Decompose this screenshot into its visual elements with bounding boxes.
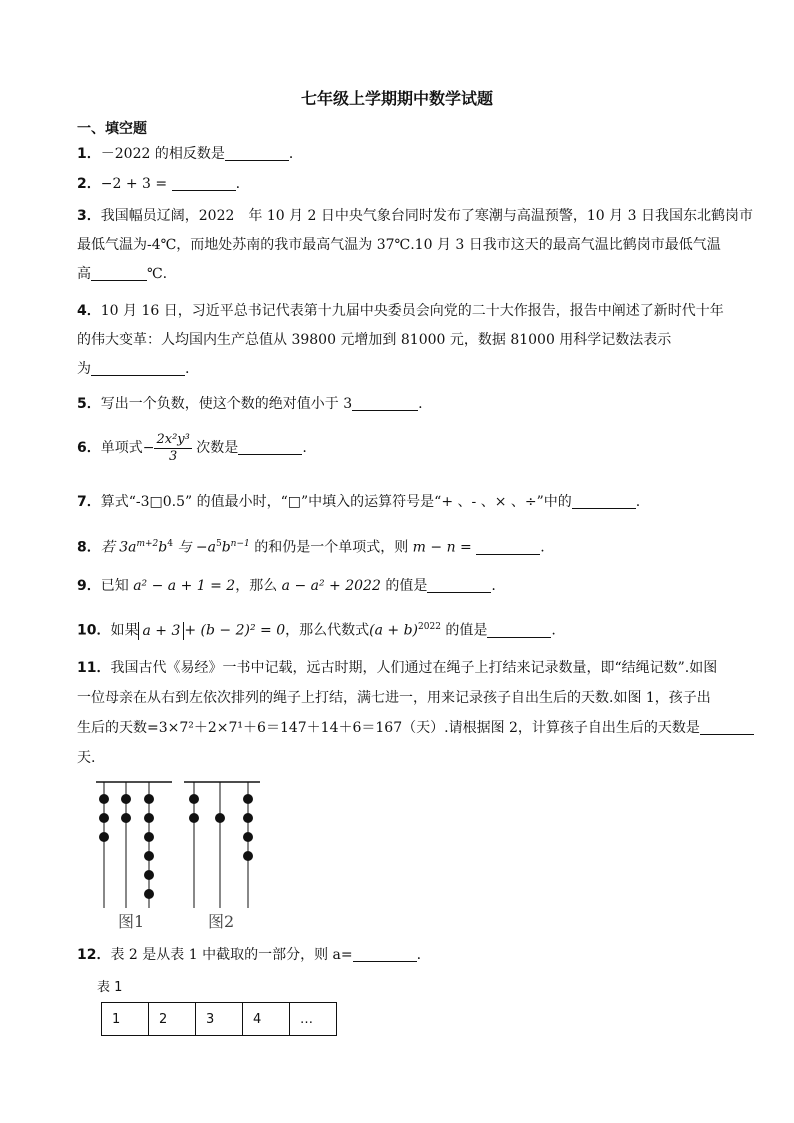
question-9 — [77, 572, 749, 601]
knot — [144, 832, 154, 842]
fraction-numerator: 2x²y³ — [156, 431, 190, 447]
knot — [99, 794, 109, 804]
table-cell: 1 — [102, 1003, 149, 1036]
math-expression: + (b − 2)² = 0 — [184, 622, 286, 639]
answer-blank[interactable] — [700, 718, 754, 735]
question-text: 已知 — [100, 578, 134, 594]
knot — [243, 813, 253, 823]
question-text: ，那么代数式 — [285, 622, 370, 639]
math-expression: a² − a + 1 = 2 — [133, 578, 236, 594]
knot — [144, 813, 154, 823]
math-expression: b — [158, 539, 168, 556]
question-text: 的值是 — [380, 578, 428, 594]
knot — [144, 889, 154, 899]
question-12 — [77, 941, 749, 970]
section-heading: 一、填空题 — [77, 121, 147, 137]
fraction-denominator: 3 — [169, 448, 178, 464]
question-number: 7． — [77, 494, 101, 510]
question-number: 5． — [77, 396, 101, 412]
knot — [215, 813, 225, 823]
answer-blank[interactable] — [427, 576, 491, 593]
absolute-value: a + 3 — [138, 622, 184, 640]
question-text: 单项式 — [100, 440, 143, 456]
question-number: 12． — [77, 947, 111, 963]
question-text: 次数是 — [191, 440, 239, 456]
answer-blank[interactable] — [572, 492, 636, 509]
question-text: 写出一个负数，使这个数的绝对值小于 3 — [100, 396, 353, 412]
question-text: . — [635, 494, 641, 510]
question-7 — [77, 488, 749, 517]
math-expression: 与 −a — [172, 539, 216, 556]
question-text: 最低气温为-4℃，而地处苏南的我市最高气温为 37℃.10 月 3 日我市这天的最高气温比鹤岗市最低气温 — [77, 237, 721, 253]
knot — [99, 813, 109, 823]
question-text: 的和仍是一个单项式，则 — [249, 539, 413, 556]
knot — [189, 794, 199, 804]
question-number: 8． — [77, 539, 101, 556]
question-text: . — [416, 947, 422, 963]
question-number: 2． — [77, 176, 101, 192]
answer-blank[interactable] — [476, 538, 540, 555]
question-3 — [77, 202, 753, 289]
knot — [189, 813, 199, 823]
question-text: ． — [288, 146, 303, 162]
knot — [144, 870, 154, 880]
knot — [144, 794, 154, 804]
question-text: 一位母亲在从右到左依次排列的绳子上打结，满七进一，用来记录孩子自出生后的天数.如图 1，孩子出 — [77, 690, 711, 706]
exponent: n−1 — [230, 539, 250, 549]
question-text: 我国幅员辽阔，2022 年 10 月 2 日中央气象台同时发布了寒潮与高温预警，10 月 3 日我国东北鹤岗市 — [100, 208, 753, 224]
table-cell: 4 — [243, 1003, 290, 1036]
knot — [243, 832, 253, 842]
answer-blank[interactable] — [91, 359, 185, 376]
question-text: 算式“-3□0.5” 的值最小时，“□”中填入的运算符号是“+ 、- 、× 、÷”中的 — [100, 494, 572, 510]
question-5 — [77, 390, 749, 419]
knot — [243, 851, 253, 861]
answer-blank[interactable] — [487, 621, 551, 638]
question-text: . — [302, 440, 307, 456]
question-text: 如果 — [110, 622, 139, 639]
knot — [144, 851, 154, 861]
page-title: 七年级上学期期中数学试题 — [300, 89, 493, 108]
knot — [99, 832, 109, 842]
question-text: . — [540, 539, 545, 556]
question-text: ，那么 — [235, 578, 282, 594]
question-text: 生后的天数=3×7²＋2×7¹＋6＝147＋14＋6＝167（天）.请根据图 2，计算孩子自出生后的天数是 — [77, 720, 700, 736]
question-text: 天. — [77, 750, 96, 766]
math-expression: m − n = — [412, 539, 472, 556]
question-number: 1． — [77, 146, 101, 162]
question-text: . — [491, 578, 496, 594]
minus-sign: − — [142, 440, 155, 456]
question-text: . — [551, 622, 556, 639]
question-text: 的值是 — [440, 622, 488, 639]
table-1 — [101, 1002, 337, 1036]
figure-2-label: 图2 — [208, 912, 235, 931]
question-6 — [77, 428, 749, 468]
question-10 — [77, 613, 749, 646]
question-text: ℃. — [147, 266, 168, 282]
question-text: 10 月 16 日，习近平总书记代表第十九届中央委员会向党的二十大作报告，报告中阐述了新时代十年 — [100, 303, 724, 319]
answer-blank[interactable] — [225, 144, 289, 161]
figure-1-label: 图1 — [118, 912, 145, 931]
knot — [121, 813, 131, 823]
answer-blank[interactable] — [352, 394, 418, 411]
answer-blank[interactable] — [91, 264, 147, 281]
question-text: . — [185, 361, 190, 377]
knot-figure — [90, 780, 270, 940]
question-text: 的伟大变革：人均国内生产总值从 39800 元增加到 81000 元，数据 81000 用科学记数法表示 — [77, 332, 672, 348]
knot-diagram — [90, 780, 270, 940]
question-number: 10． — [77, 622, 111, 639]
exponent: 2022 — [418, 622, 441, 632]
exponent: m+2 — [136, 539, 159, 549]
question-number: 3． — [77, 208, 101, 224]
table-cell: 3 — [196, 1003, 243, 1036]
exponent: 4 — [167, 539, 173, 549]
math-expression: (a + b) — [369, 622, 419, 639]
question-number: 11． — [77, 660, 111, 676]
math-expression: b — [221, 539, 231, 556]
question-text: . — [235, 176, 241, 192]
math-expression: −2 + 3 = — [100, 176, 168, 192]
question-number: 4． — [77, 303, 101, 319]
table-caption: 表 1 — [97, 980, 123, 995]
question-1 — [77, 140, 749, 169]
table-cell: … — [290, 1003, 337, 1036]
answer-blank[interactable] — [353, 945, 417, 962]
math-expression: a − a² + 2022 — [281, 578, 381, 594]
table-cell: 2 — [149, 1003, 196, 1036]
question-number: 9． — [77, 578, 101, 594]
question-11 — [77, 653, 749, 773]
answer-blank[interactable] — [172, 174, 236, 191]
question-number: 6． — [77, 440, 101, 456]
answer-blank[interactable] — [238, 438, 302, 455]
question-text: －2022 的相反数是 — [100, 146, 225, 162]
question-text: . — [418, 396, 423, 412]
question-8 — [77, 530, 749, 563]
knot — [121, 794, 131, 804]
math-expression: 若 3a — [100, 539, 137, 556]
question-2 — [77, 170, 749, 199]
knot — [243, 794, 253, 804]
exponent: 5 — [215, 539, 222, 549]
question-text: 表 2 是从表 1 中截取的一部分，则 a= — [110, 947, 353, 963]
question-text: 高 — [77, 266, 91, 282]
fraction — [154, 432, 191, 465]
question-text: 为 — [77, 361, 91, 377]
question-text: 我国古代《易经》一书中记载，远古时期，人们通过在绳子上打结来记录数量，即“结绳记数”.如图 — [110, 660, 718, 676]
table-row — [102, 1003, 337, 1036]
question-4 — [77, 297, 749, 384]
